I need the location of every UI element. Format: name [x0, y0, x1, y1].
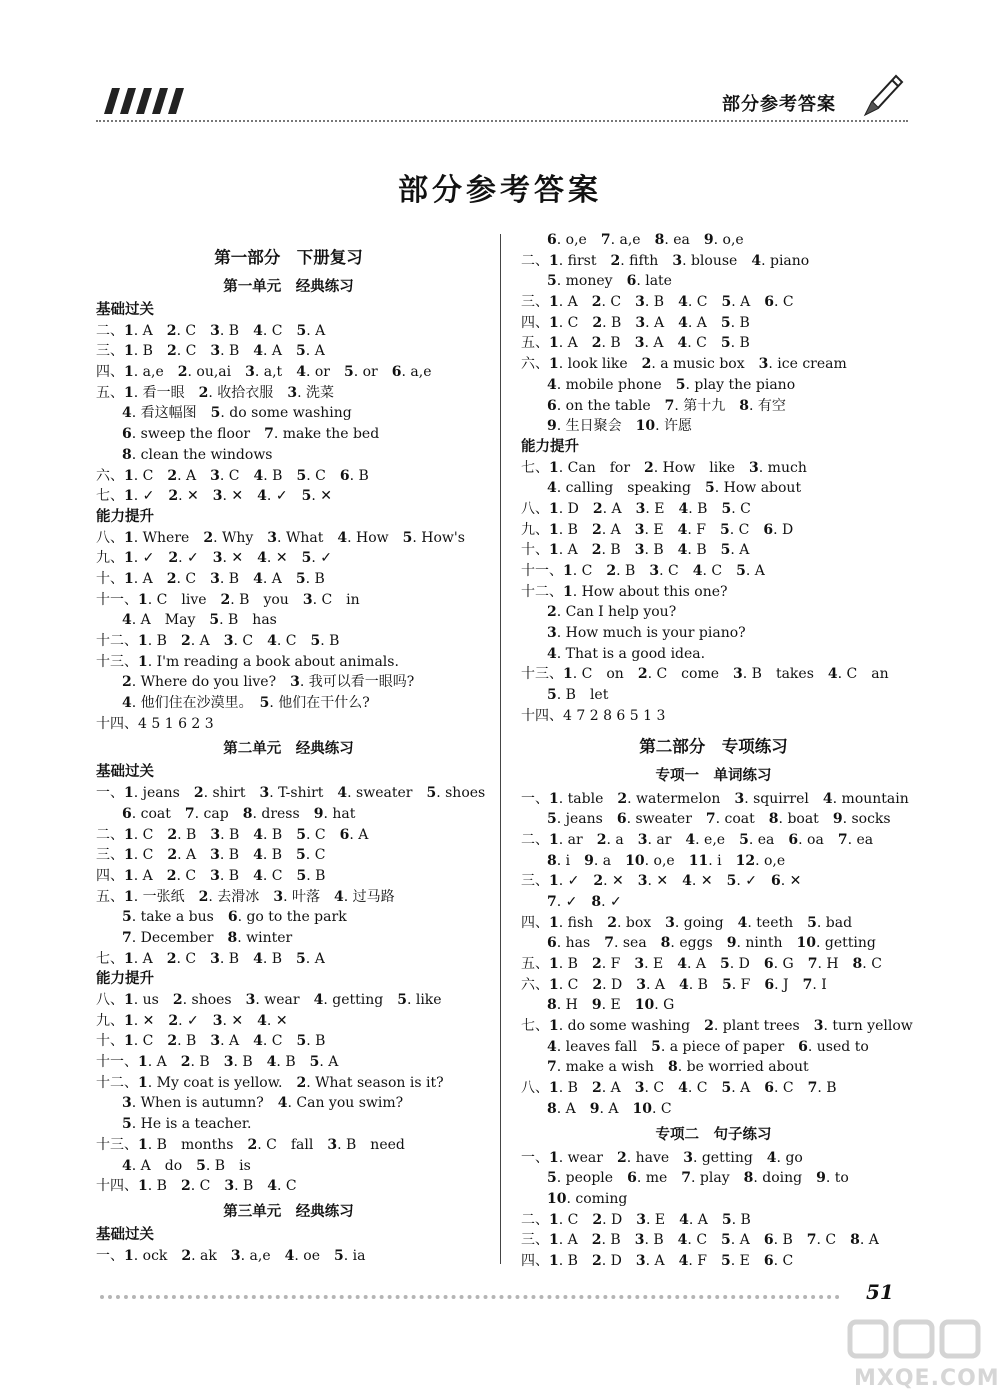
answer-line-continued: 8. i 9. a 10. o,e 11. i 12. o,e	[547, 852, 786, 869]
answer-line: 一、1. wear 2. have 3. getting 4. go	[521, 1149, 803, 1166]
answer-line: 七、1. ✓ 2. ✕ 3. ✕ 4. ✓ 5. ✕	[96, 488, 332, 505]
answer-line-continued: 4. 看这幅图 5. do some washing	[122, 405, 352, 422]
answer-line-continued: 5. money 6. late	[547, 273, 672, 290]
answer-line-continued: 4. calling speaking 5. How about	[547, 480, 802, 497]
answer-line-continued: 3. How much is your piano?	[547, 625, 746, 642]
answer-line-continued: 3. When is autumn? 4. Can you swim?	[122, 1095, 404, 1112]
answer-line: 十三、1. B months 2. C fall 3. B need	[96, 1136, 405, 1153]
answer-line-continued: 10. coming	[547, 1190, 628, 1207]
header-stripes-decoration	[98, 88, 184, 114]
footer-dotted-rule	[100, 1295, 840, 1299]
section-heading: 能力提升	[96, 508, 154, 525]
answer-line: 六、1. look like 2. a music box 3. ice cream	[521, 356, 847, 373]
answer-line: 九、1. ✓ 2. ✓ 3. ✕ 4. ✕ 5. ✓	[96, 550, 332, 567]
answer-line: 三、1. C 2. A 3. B 4. B 5. C	[96, 847, 326, 864]
part-title: 第一部分 下册复习	[214, 248, 363, 267]
section-heading: 基础过关	[96, 764, 154, 781]
answer-line: 十四、4 5 1 6 2 3	[96, 715, 214, 732]
answer-line-continued: 4. That is a good idea.	[547, 645, 706, 662]
answer-line-continued: 6. o,e 7. a,e 8. ea 9. o,e	[547, 232, 744, 248]
answer-line: 十二、1. B 2. A 3. C 4. C 5. B	[96, 633, 340, 649]
answer-line: 七、1. Can for 2. How like 3. much	[521, 459, 807, 476]
answer-line: 四、1. A 2. C 3. B 4. C 5. B	[96, 867, 326, 884]
column-divider	[500, 234, 501, 1264]
answer-line: 八、1. D 2. A 3. E 4. B 5. C	[521, 500, 751, 517]
answer-line-continued: 7. ✓ 8. ✓	[547, 893, 622, 910]
section-heading: 能力提升	[96, 971, 154, 988]
unit-title: 第一单元 经典练习	[223, 279, 354, 295]
section-heading: 基础过关	[96, 1226, 154, 1243]
answer-line: 十、1. A 2. B 3. B 4. B 5. A	[521, 542, 750, 559]
header-dotted-rule	[96, 120, 908, 122]
answer-line-continued: 4. A do 5. B is	[122, 1157, 251, 1174]
answer-line-continued: 6. on the table 7. 第十九 8. 有空	[547, 397, 786, 414]
answer-line-continued: 5. people 6. me 7. play 8. doing 9. to	[547, 1170, 849, 1187]
answer-line-continued: 7. make a wish 8. be worried about	[547, 1059, 809, 1076]
answer-line: 六、1. C 2. A 3. C 4. B 5. C 6. B	[96, 467, 369, 484]
unit-title: 专项二 句子练习	[655, 1126, 772, 1143]
section-heading: 能力提升	[521, 438, 579, 455]
answer-line: 十二、1. My coat is yellow. 2. What season is it?	[96, 1074, 444, 1091]
answer-line: 八、1. B 2. A 3. C 4. C 5. A 6. C 7. B	[521, 1080, 837, 1097]
answer-line-continued: 6. has 7. sea 8. eggs 9. ninth 10. getting	[547, 935, 876, 952]
answer-line: 五、1. 看一眼 2. 收拾衣服 3. 洗菜	[96, 384, 334, 401]
answer-line: 四、1. fish 2. box 3. going 4. teeth 5. bad	[521, 914, 853, 931]
answer-line: 四、1. a,e 2. ou,ai 3. a,t 4. or 5. or 6. a,e	[96, 364, 432, 381]
unit-title: 第二单元 经典练习	[223, 741, 354, 758]
answer-line-continued: 7. December 8. winter	[122, 929, 293, 946]
answer-line: 十一、1. C live 2. B you 3. C in	[96, 591, 360, 608]
answer-line: 十、1. C 2. B 3. A 4. C 5. B	[96, 1033, 326, 1050]
answer-line: 四、1. B 2. D 3. A 4. F 5. E 6. C	[521, 1252, 794, 1269]
answer-line: 九、1. B 2. A 3. E 4. F 5. C 6. D	[521, 521, 794, 538]
answer-line-continued: 8. clean the windows	[122, 446, 273, 463]
answer-line: 三、1. A 2. B 3. B 4. C 5. A 6. B 7. C 8. A	[521, 1232, 879, 1249]
header-title: 部分参考答案	[722, 94, 836, 115]
unit-title: 第三单元 经典练习	[223, 1203, 354, 1220]
answer-line: 十一、1. A 2. B 3. B 4. B 5. A	[96, 1054, 339, 1071]
answer-line: 五、1. 一张纸 2. 去滑冰 3. 叶落 4. 过马路	[96, 888, 395, 905]
answer-line: 十一、1. C 2. B 3. C 4. C 5. A	[521, 563, 765, 579]
answer-line: 八、1. Where 2. Why 3. What 4. How 5. How's	[96, 529, 465, 546]
answer-line: 一、1. jeans 2. shirt 3. T-shirt 4. sweater 5. shoes	[96, 785, 486, 802]
answer-line: 二、1. first 2. fifth 3. blouse 4. piano	[521, 252, 810, 269]
section-heading: 基础过关	[96, 302, 154, 318]
answer-line: 十四、1. B 2. C 3. B 4. C	[96, 1178, 297, 1195]
answer-line-continued: 6. coat 7. cap 8. dress 9. hat	[122, 805, 356, 822]
answer-line: 一、1. ock 2. ak 3. a,e 4. oe 5. ia	[96, 1247, 366, 1264]
answer-line: 十三、1. I'm reading a book about animals.	[96, 653, 399, 670]
answer-line: 六、1. C 2. D 3. A 4. B 5. F 6. J 7. I	[521, 976, 827, 993]
answer-line: 十四、4 7 2 8 6 5 1 3	[521, 707, 666, 724]
page-title: 部分参考答案	[398, 173, 602, 208]
answer-line: 五、1. B 2. F 3. E 4. A 5. D 6. G 7. H 8. C	[521, 956, 882, 972]
answer-line: 九、1. ✕ 2. ✓ 3. ✕ 4. ✕	[96, 1012, 288, 1029]
answer-line-continued: 5. jeans 6. sweater 7. coat 8. boat 9. socks	[547, 811, 891, 828]
part-title: 第二部分 专项练习	[639, 736, 788, 756]
answer-line-continued: 4. mobile phone 5. play the piano	[547, 376, 796, 393]
answer-line-continued: 5. He is a teacher.	[122, 1116, 252, 1133]
answer-line: 二、1. C 2. B 3. B 4. B 5. C 6. A	[96, 826, 369, 843]
answer-line-continued: 5. take a bus 6. go to the park	[122, 909, 347, 926]
left-answer-column	[96, 238, 486, 1266]
pencil-icon	[858, 70, 906, 120]
answer-line: 十二、1. How about this one?	[521, 583, 728, 600]
answer-line-continued: 4. 他们住在沙漠里。 5. 他们在干什么?	[122, 695, 370, 712]
answer-line-continued: 4. A May 5. B has	[122, 612, 277, 629]
answer-line: 七、1. do some washing 2. plant trees 3. turn yellow	[521, 1018, 913, 1035]
answer-line-continued: 2. Can I help you?	[547, 604, 677, 621]
page-number: 51	[866, 1280, 894, 1304]
answer-line-continued: 9. 生日聚会 10. 许愿	[547, 418, 693, 435]
answer-line: 三、1. B 2. C 3. B 4. A 5. A	[96, 343, 325, 360]
answer-line: 五、1. A 2. B 3. A 4. C 5. B	[521, 335, 750, 352]
right-answer-column	[521, 230, 913, 1272]
answer-line-continued: 8. A 9. A 10. C	[547, 1100, 672, 1117]
answer-line: 三、1. A 2. C 3. B 4. C 5. A 6. C	[521, 294, 794, 311]
answer-line: 二、1. C 2. D 3. E 4. A 5. B	[521, 1211, 751, 1228]
answer-line-continued: 5. B let	[547, 687, 609, 704]
answer-line-continued: 2. Where do you live? 3. 我可以看一眼吗?	[122, 674, 415, 691]
answer-line-continued: 4. leaves fall 5. a piece of paper 6. used to	[547, 1038, 869, 1055]
answer-line: 七、1. A 2. C 3. B 4. B 5. A	[96, 950, 325, 967]
answer-line-continued: 6. sweep the floor 7. make the bed	[122, 426, 380, 443]
answer-line: 八、1. us 2. shoes 3. wear 4. getting 5. like	[96, 992, 442, 1008]
answer-line: 十三、1. C on 2. C come 3. B takes 4. C an	[521, 666, 889, 683]
answer-line: 十、1. A 2. C 3. B 4. A 5. B	[96, 570, 325, 587]
answer-line: 四、1. C 2. B 3. A 4. A 5. B	[521, 314, 750, 331]
answer-line: 二、1. ar 2. a 3. ar 4. e,e 5. ea 6. oa 7. ea	[521, 831, 874, 848]
answer-line: 一、1. table 2. watermelon 3. squirrel 4. mountain	[521, 790, 909, 807]
unit-title: 专项一 单词练习	[655, 767, 772, 784]
answer-line-continued: 8. H 9. E 10. G	[547, 997, 675, 1014]
watermark-text: MXQE.COM	[854, 1366, 1000, 1391]
answer-line: 二、1. A 2. C 3. B 4. C 5. A	[96, 322, 326, 339]
answer-line: 三、1. ✓ 2. ✕ 3. ✕ 4. ✕ 5. ✓ 6. ✕	[521, 873, 802, 890]
